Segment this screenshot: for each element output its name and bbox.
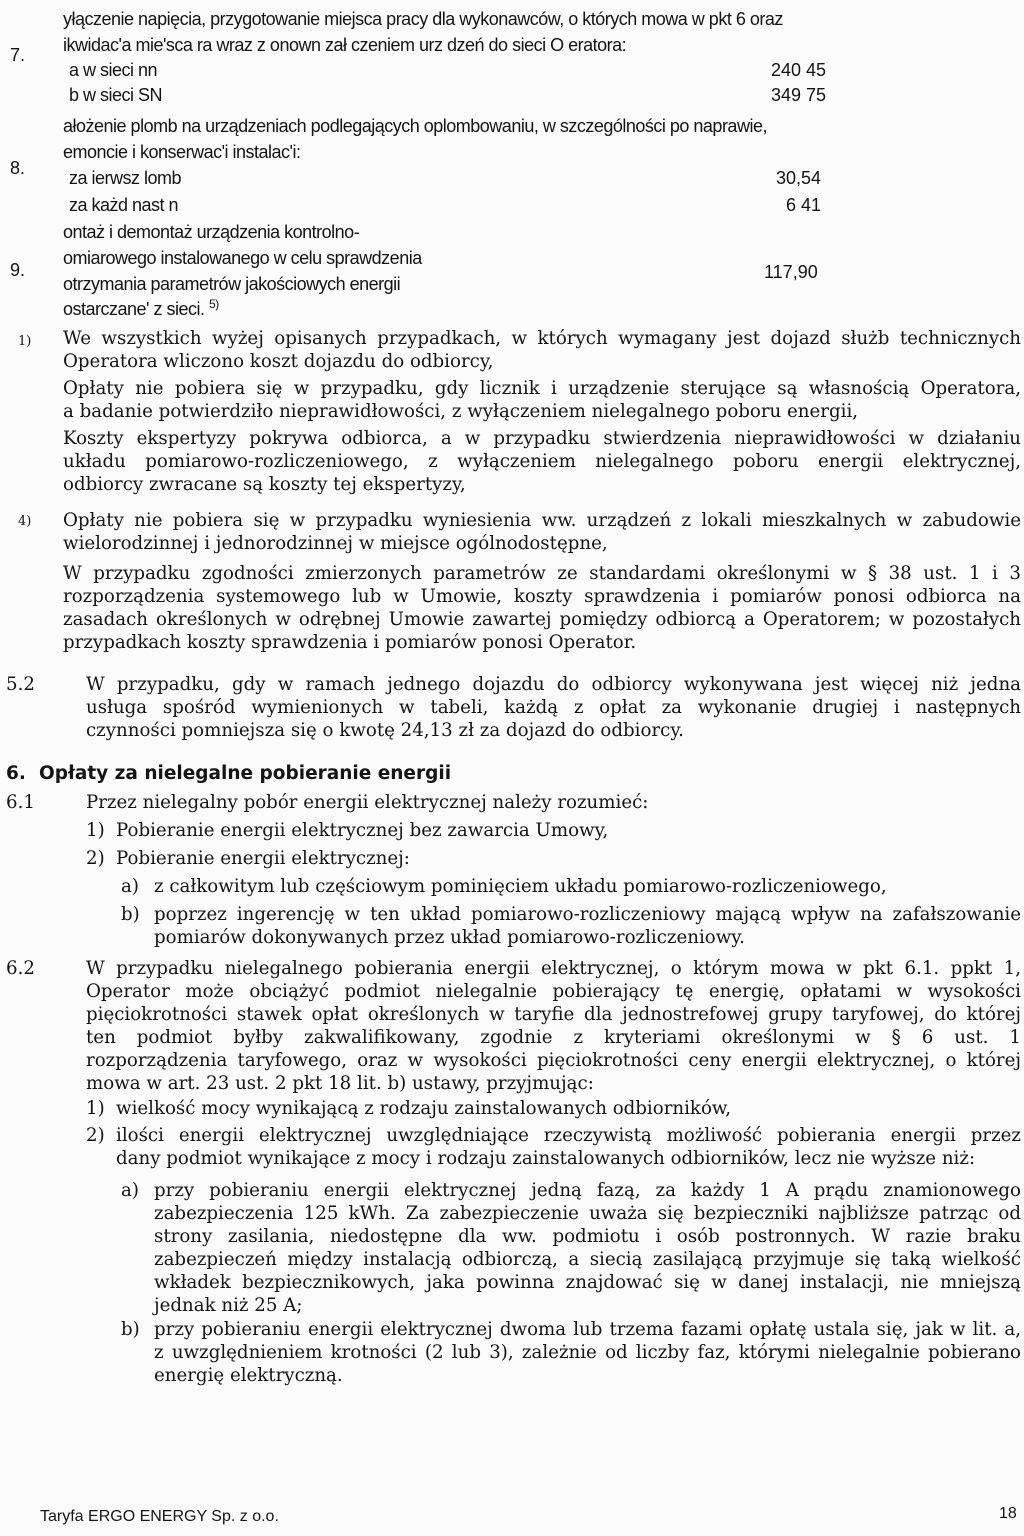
section-5-2-text: W przypadku, gdy w ramach jednego dojazdu do odbiorcy wykonywana jest więcej niż jedna usługa spośród wymienionych w tabeli, każdą z opłat za wykonanie drugiej i następnych czynności pomniejsza się o kwotę 24,13 zł za dojazd do odbiorcy. [86, 674, 1021, 742]
section-6-2-item-2-marker: 2) [86, 1125, 105, 1146]
footer-company: Taryfa ERGO ENERGY Sp. z o.o. [40, 1508, 279, 1525]
section-6-1-item-b: poprzez ingerencję w ten układ pomiarowo-rozliczeniowy mającą wpływ na zafałszowanie pomiarów dokonywanych przez układ pomiarowo-rozliczeniowy. [154, 904, 1021, 949]
section-6-1-item-2: Pobieranie energii elektrycznej: [116, 848, 410, 869]
section-5-2-number: 5.2 [6, 674, 35, 695]
section-6-1-number: 6.1 [6, 792, 35, 813]
section-6-2-item-a-marker: a) [121, 1180, 139, 1201]
footnote-marker-1: 1) [18, 334, 32, 349]
row8-b-label: za każd nast n [69, 195, 179, 215]
section-6-number: 6. [6, 763, 26, 784]
row7-number: 7. [10, 45, 26, 65]
section-6-1-item-a-marker: a) [121, 876, 139, 897]
footnote-marker-4: 4) [18, 514, 32, 529]
row9-number: 9. [10, 260, 26, 280]
row9-value: 117,90 [764, 262, 818, 282]
row9-description-3: otrzymania parametrów jakościowych energii [63, 274, 401, 294]
row6-continuation: yłączenie napięcia, przygotowanie miejsca pracy dla wykonawców, o których mowa w pkt 6 oraz [63, 9, 783, 29]
section-6-1-item-1: Pobieranie energii elektrycznej bez zawarcia Umowy, [116, 820, 609, 841]
section-6-2-text: W przypadku nielegalnego pobierania energii elektrycznej, o którym mowa w pkt 6.1. ppkt 1, Operator może obciążyć podmiot nielegalnie pobierający tę energię, opłatami w wysokości pięciokrotności stawek opłat określonych w taryfie dla jednostrefowej grupy taryfowej, do której ten podmiot byłby zakwalifikowany, zgodnie z kryteriami określonymi w § 6 ust. 1 rozporządzenia taryfowego, oraz w wysokości pięciokrotności ceny energii elektrycznej, o której mowa w art. 23 ust. 2 pkt 18 lit. b) ustawy, przyjmując: [86, 958, 1021, 1095]
row8-a-value: 30,54 [776, 168, 822, 188]
row9-description-2: omiarowego instalowanego w celu sprawdzenia [63, 248, 422, 268]
row7-b-value: 349 75 [771, 85, 827, 105]
row9-description-4: ostarczane' z sieci. $^{5)}$ [63, 297, 219, 319]
section-6-2-number: 6.2 [6, 958, 35, 979]
footnote-4: Opłaty nie pobiera się w przypadku wyniesienia ww. urządzeń z lokali mieszkalnych w zabudowie wielorodzinnej i jednorodzinnej w miejsce ogólnodostępne, [63, 510, 1021, 555]
row8-a-label: za ierwsz lomb [69, 168, 182, 188]
section-6-2-item-b: przy pobieraniu energii elektrycznej dwoma lub trzema fazami opłatę ustala się, jak w lit. a, z uwzględnieniem krotności (2 lub 3), zależnie od liczby faz, którymi nielegalnie pobierano energię elektryczną. [154, 1319, 1021, 1387]
footnote-2: Opłaty nie pobiera się w przypadku, gdy licznik i urządzenie sterujące są własnością Operatora, a badanie potwierdziło nieprawidłowości, z wyłączeniem nielegalnego poboru energii, [63, 378, 1021, 423]
footnote-1: We wszystkich wyżej opisanych przypadkach, w których wymagany jest dojazd służb technicznych Operatora wliczono koszt dojazdu do odbiorcy, [63, 328, 1021, 373]
section-6-title: Opłaty za nielegalne pobieranie energii [39, 763, 452, 784]
section-6-2-item-2: ilości energii elektrycznej uwzględniające rzeczywistą możliwość pobierania energii przez dany podmiot wynikające z mocy i rodzaju zainstalowanych odbiorników, lecz nie wyższe niż: [116, 1125, 1021, 1170]
row8-description-1: ałożenie plomb na urządzeniach podlegających oplombowaniu, w szczególności po naprawie, [63, 116, 767, 136]
row7-b-label: b w sieci SN [69, 85, 163, 105]
section-6-1-item-b-marker: b) [121, 904, 140, 925]
section-6-1-item-2-marker: 2) [86, 848, 105, 869]
section-6-2-item-1-marker: 1) [86, 1098, 105, 1119]
section-6-1-intro: Przez nielegalny pobór energii elektrycznej należy rozumieć: [86, 792, 649, 813]
page-number: 18 [999, 1505, 1017, 1522]
row8-number: 8. [10, 158, 26, 178]
row9-description-1: ontaż i demontaż urządzenia kontrolno- [63, 222, 360, 242]
footnote-5: W przypadku zgodności zmierzonych parametrów ze standardami określonymi w § 38 ust. 1 i 3 rozporządzenia systemowego lub w Umowie, koszty sprawdzenia i pomiarów ponosi odbiorca na zasadach określonych w odrębnej Umowie zawartej pomiędzy odbiorcą a Operatorem; w pozostałych przypadkach koszty sprawdzenia i pomiarów ponosi Operator. [63, 563, 1021, 654]
section-6-1-item-a: z całkowitym lub częściowym pominięciem układu pomiarowo-rozliczeniowego, [154, 876, 887, 897]
section-6-2-item-a: przy pobieraniu energii elektrycznej jedną fazą, za każdy 1 A prądu znamionowego zabezpieczenia 125 kWh. Za zabezpieczenie uważa się bezpieczniki najbliższe patrząc od strony zasilania, niedostępne dla ww. podmiotu i osób postronnych. W razie braku zabezpieczeń między instalacją odbiorczą, a siecią zasilającą przyjmuje się taką wielkość wkładek bezpiecznikowych, jaka powinna znajdować się w danej instalacji, nie mniejszą jednak niż 25 A; [154, 1180, 1021, 1317]
row7-description: ikwidac'a mie'sca ra wraz z onown zał czeniem urz dzeń do sieci O eratora: [63, 35, 627, 55]
row8-description-2: emoncie i konserwac'i instalac'i: [63, 142, 301, 162]
footnote-ref-5: 5) [209, 297, 219, 311]
row7-a-label: a w sieci nn [69, 60, 158, 80]
section-6-1-item-1-marker: 1) [86, 820, 105, 841]
row8-b-value: 6 41 [786, 195, 822, 215]
footnote-3: Koszty ekspertyzy pokrywa odbiorca, a w przypadku stwierdzenia nieprawidłowości w działaniu układu pomiarowo-rozliczeniowego, z wyłączeniem nielegalnego poboru energii elektrycznej, odbiorcy zwracane są koszty tej ekspertyzy, [63, 428, 1021, 496]
section-6-2-item-b-marker: b) [121, 1319, 140, 1340]
section-6-2-item-1: wielkość mocy wynikającą z rodzaju zainstalowanych odbiorników, [116, 1098, 732, 1119]
row7-a-value: 240 45 [771, 60, 827, 80]
